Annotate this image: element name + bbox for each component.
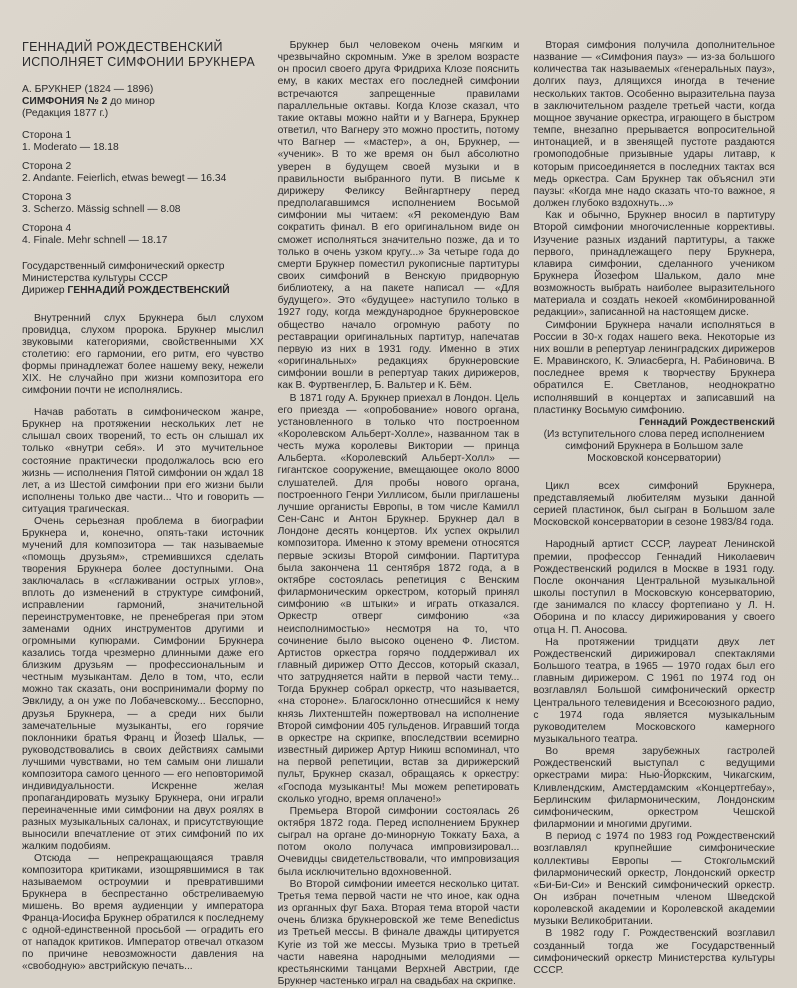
paragraph: В период с 1974 по 1983 год Рождественский возглавлял крупнейшие симфонические коллективы Европы — Стокгольмский филармонический оркестр, Лондонский оркестр «Би-Би-Си» и Венский симфонический оркестр. Он избран почетным членом Шведской королевской академии и Королевской академии музыки Великобритании.: [533, 831, 776, 928]
paragraph: На протяжении тридцати двух лет Рождественский дирижировал спектаклями Большого театра, в 1965 — 1970 годах был его главным дирижером. С 1961 по 1974 год он возглавлял Большой симфонический оркестр Центрального телевидения и Всесоюзного радио, с 1974 года является музыкальным руководителем Московского камерного музыкального театра.: [533, 636, 776, 745]
work-title: [22, 96, 264, 108]
column-1: [22, 40, 264, 973]
paragraph: Цикл всех симфоний Брукнера, представляемый любителям музыки данной серией пластинок, был сыгран в Большом зале Московской консерватории в сезоне 1983/84 года.: [533, 480, 776, 529]
headline: [22, 40, 264, 70]
signature-source-line-1: (Из вступительного слова перед исполнением: [543, 428, 765, 440]
paragraph: В 1982 году Г. Рождественский возглавил созданный тогда же Государственный симфонический оркестр Министерства культуры СССР.: [533, 928, 776, 976]
signature-source-line-2: симфоний Брукнера в Большом зале: [565, 440, 744, 452]
signature-name: Геннадий Рождественский: [639, 416, 776, 428]
paragraph: Очень серьезная проблема в биографии Брукнера и, конечно, опять-таки источник мучений для композитора — так называемые «помощь друзьям», стремившихся сделать творения Брукнера более доступными. Она заключалась в «сглаживании острых углов», вплоть до изменений в структуре симфоний, исправлении гармоний, значительной переинструментовке, не пренебрегая при этом заменами одних инструментов другими и огромными купюрами. Симфонии Брукнера казались тогда чрезмерно длинными даже его близким друзьям — профессиональным и честным музыкантам. Дело в том, что, если можно так сказать, они воспринимали форму по Эвклиду, а он уже по Лобачевскому... Бесспорно, друзья Брукнера, — а среди них были замечательные музыканты, его горячие поклонники братья Франц и Йозеф Шальк, — руководствовались в своих действиях самыми лучшими чувствами, но тем самым они лишали композитора самого ценного — его неповторимой индивидуальности. Искренне желая пропагандировать музыку Брукнера, они играли переиначенные ими симфонии на двух роялях в разных музыкальных салонах, и присутствующие выносили впечатление от этих симфоний по их жалким подобиям.: [22, 515, 264, 853]
signature-source: [533, 429, 775, 465]
paragraph: Во время зарубежных гастролей Рождественский выступал с ведущими оркестрами мира: Нью-Йоркским, Чикагским, Кливлендским, Амстердамским «Концертгебау», Берлинским филармоническим, Лондонским симфоническим, оркестром Чешской филармонии и многими другими.: [533, 746, 776, 831]
track-item: [22, 223, 264, 247]
track-item: [22, 130, 264, 154]
paragraph: Начав работать в симфоническом жанре, Брукнер на протяжении нескольких лет не слышал своих творений, то есть он слышал их только «внутри себя». И это мучительное состояние практически продолжалось всю его жизнь — исполнения Пятой симфонии он ждал 18 лет, а из Шестой симфонии при его жизни были исполнены только две части... Что и говорить — ситуация трагическая.: [22, 407, 264, 515]
work-info: [22, 84, 264, 120]
headline-line-2: ИСПОЛНЯЕТ СИМФОНИИ БРУКНЕРА: [22, 55, 256, 69]
orchestra-line-1: Государственный симфонический оркестр: [22, 261, 225, 272]
paragraph: Как и обычно, Брукнер вносил в партитуру Второй симфонии многочисленные коррективы. Изучение разных изданий партитуры, а также первого, принадлежащего перу Брукнера, клавира симфонии, сделанного учеником Брукнера Йозефом Шальком, дало мне возможность выбрать наиболее выразительного материала и создать некоей «комбинированной редакции», записанной на настоящем диске.: [533, 210, 776, 319]
movement: 1. Moderato — 18.18: [22, 142, 119, 153]
conductor: [22, 285, 264, 297]
movement: 3. Scherzo. Mässig schnell — 8.08: [22, 204, 181, 215]
conductor-label: Дирижер: [22, 285, 68, 296]
paragraph: Симфонии Брукнера начали исполняться в России в 30-х годах нашего века. Некоторые из них вошли в репертуар ленинградских дирижеров Е. Мравинского, К. Элиасберга, Н. Рабиновича. В последнее время к творчеству Брукнера обратился Е. Светланов, неоднократно исполнявший в концертах и записавший на пластинку Восьмую симфонию.: [533, 319, 776, 416]
paragraph: Внутренний слух Брукнера был слухом провидца, слухом пророка. Брукнер мыслил звуковыми категориями, свойственными XX столетию: его гармонии, его ритм, его чувство формы принадлежат более нашему веку, нежели XIX. Не случайно при жизни композитора его симфонии почти не исполнялись.: [22, 313, 264, 397]
side-label: Сторона 1: [22, 130, 72, 141]
side-label: Сторона 2: [22, 161, 72, 172]
paragraph: Премьера Второй симфонии состоялась 26 октября 1872 года. Перед исполнением Брукнер сыграл на органе до-минорную Токкату Баха, а потом около получаса импровизировал... Очевидцы свидетельствовали, что импровизация была исключительно вдохновенной.: [277, 805, 520, 878]
paragraph: Брукнер был человеком очень мягким и чрезвычайно скромным. Уже в зрелом возрасте он просил своего друга Фридриха Клозе пояснить ему, в каких местах его последней симфонии встречаются запрещенные правилами параллельные октавы. Когда Клозе сказал, что такие октавы можно найти и у Вагнера, Брукнер ответил, что Вагнеру это можно простить, потому что Вагнер — «мастер», а он, Брукнер, — «ученик». В то же время он был абсолютно уверен в будущем своей музыки и в правильности выбранного пути. В письме к дирижеру Феликсу Вейнгартнеру перед предполагавшимся исполнением Восьмой симфонии мы читаем: «Я рекомендую Вам сократить финал. В его оригинальном виде он сможет исполняться значительно позже, да и то только в очень узком кругу...» За четыре года до смерти Брукнер поместил рукописные партитуры своих симфоний в Венскую придворную библиотеку, а на пакете написал — «Для будущего». Это «будущее» наступило только в 1927 году, когда международное брукнеровское общество начало огромную работу по реставрации оригинальных партитур, напечатав первую из них в 1931 году. Именно в этих «оригинальных» редакциях брукнеровские симфонии вошли в репертуар таких дирижеров, как В. Фуртвенглер, Б. Вальтер и К. Бём.: [277, 40, 520, 392]
work-title-key: до минор: [107, 96, 155, 107]
orchestra-line-2: Министерства культуры СССР: [22, 273, 168, 284]
paragraph: В 1871 году А. Брукнер приехал в Лондон. Цель его приезда — «опробование» нового органа, установленного в только что построенном «Королевском Альберт-Холле», названном так в честь мужа королевы Виктории — принца Альберта. «Королевский Альберт-Холл» — гигантское сооружение, вмещающее около 8000 слушателей. Для пробы нового органа, построенного Генри Уиллисом, были приглашены лучшие органисты Европы, в том числе Камилл Сен-Санс и Антон Брукнер. Брукнер дал в Лондоне десять концертов. Их успех окрылил композитора. Именно к этому времени относятся первые эскизы Второй симфонии. Партитура была закончена 11 сентября 1872 года, а в октябре состоялась репетиция с Венским филармоническим оркестром, который принял симфонию «в штыки» и играть отказался. Оркестр отверг симфонию «за неисполнимостью» несмотря на то, что сочинение было высоко оценено Ф. Листом. Артистов оркестра горячо поддерживал их главный дирижер Отто Дессов, который сказал, что затрудняется найти в первой части тему... Тогда Брукнер собрал оркестр, что называется, «на стороне». Благосклонно отнесшийся к нему князь Лихтенштейн пожертвовал на исполнение Второй симфонии 405 гульденов. Игравший тогда в оркестре на скрипке, впоследствии всемирно известный дирижер Артур Никиш вспоминал, что на первой репетиции, встав за дирижерский пульт, Брукнер сказал, обращаясь к оркестру: «Господа музыканты! Мы можем репетировать сколько угодно, время оплачено!»: [277, 392, 520, 805]
movement: 4. Finale. Mehr schnell — 18.17: [22, 235, 168, 246]
side-label: Сторона 3: [22, 192, 72, 203]
paragraph: Народный артист СССР, лауреат Ленинской премии, профессор Геннадий Николаевич Рождественский родился в Москве в 1931 году. После окончания Центральной музыкальной школы поступил в Московскую консерваторию, где занимался по классу фортепиано у Л. Н. Оборина и по классу дирижирования у своего отца Н. П. Аносова.: [533, 539, 776, 636]
column-3: [533, 40, 776, 976]
paragraph: Отсюда — непрекращающаяся травля композитора критиками, изощрявшимися в так называемом остроумии и превратившими Брукнера в беспрестанно обстреливаемую мишень. Во время аудиенции у императора Франца-Иосифа Брукнер обратился к последнему с одной-единственной просьбой — оградить его от нападок критиков. Император отвечал отказом по причине невозможности давления на «свободную» австрийскую печать...: [22, 853, 264, 973]
headline-line-1: ГЕННАДИЙ РОЖДЕСТВЕНСКИЙ: [22, 40, 223, 54]
column-2: [277, 40, 520, 988]
paragraph: Во Второй симфонии имеется несколько цитат. Третья тема первой части не что иное, как одна из органных фуг Баха. Вторая тема второй части очень близка брукнеровской же теме Benedictus из Третьей мессы. В финале дважды цитируется Kyrie из той же мессы. Музыка трио в третьей части навеяна народными мелодиями — крестьянскими танцами Верхней Австрии, где Брукнер частенько играл на свадьбах на скрипке.: [277, 878, 520, 988]
movement: 2. Andante. Feierlich, etwas bewegt — 16.34: [22, 173, 227, 184]
edition: (Редакция 1877 г.): [22, 108, 109, 119]
paragraph: Вторая симфония получила дополнительное название — «Симфония пауз» — из-за большого количества так называемых «генеральных пауз», долгих пауз, длящихся иногда в течение нескольких тактов. Особенно выразительна пауза в заключительном разделе третьей части, когда мощное звучание оркестра, играющего в быстром темпе, внезапно прерывается вопросительной интонацией, и в звенящей пустоте раздаются громоподобные призывные удары литавр, к которым присоединяется в последних тактах вся медь оркестра. Сам Брукнер так объяснил эти паузы: «Когда мне надо сказать что-то важное, я должен глубоко вздохнуть...»: [533, 40, 776, 210]
composer: А. БРУКНЕР (1824 — 1896): [22, 84, 154, 95]
track-list: [22, 130, 264, 247]
work-title-bold: СИМФОНИЯ № 2: [22, 96, 108, 107]
track-item: [22, 161, 264, 185]
signature-source-line-3: Московской консерватории): [587, 452, 722, 464]
track-item: [22, 192, 264, 216]
conductor-name: ГЕННАДИЙ РОЖДЕСТВЕНСКИЙ: [67, 285, 230, 296]
performers: [22, 261, 264, 297]
side-label: Сторона 4: [22, 223, 72, 234]
